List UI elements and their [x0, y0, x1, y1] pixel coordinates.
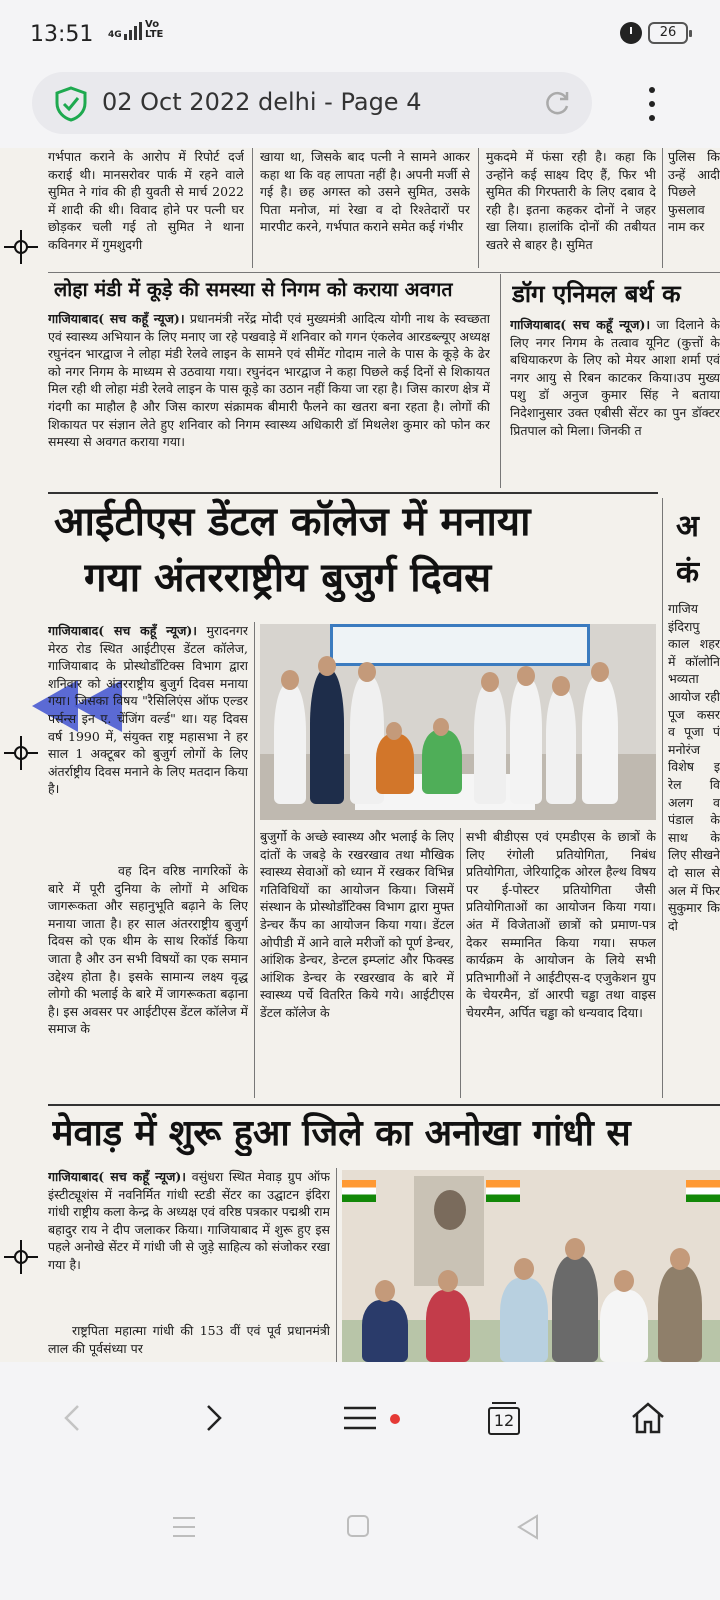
- system-nav-bar: [0, 1470, 720, 1600]
- story2-headline: डॉग एनिमल बर्थ क: [512, 279, 681, 308]
- registration-mark: [4, 1240, 38, 1274]
- story3-col2: बुजुर्गो के अच्छे स्वास्थ्य और भलाई के लिए दांतों के जबड़े के रखरखाव तथा मौखिक स्वास्थ्य सेवाओं को ध्यान में रखकर विभिन्न गतिविधियों का आयोजन किया। जिसमें संस्थान के प्रोस्थोडॉंटिक्स विभाग द्वारा मुफ्त डेन्चर कैंप का आयोजन किया गया। डेंटल ओपीडी में आने वाले मरीजों को पूर्ण डेन्चर, आंशिक डेन्चर, डेन्टल इम्प्लांट और फिक्स्ड आंशिक डेन्चर के रखरखाव के बारे में स्वास्थ्य पर्चे वितरित किये गये। आईटीएस डेंटल कॉलेज के: [260, 829, 454, 1020]
- top-strip-col4: पुलिस कि उन्हें आदी पिछले फुसलाव नाम कर: [668, 149, 720, 235]
- story3-col1b: वह दिन वरिष्ठ नागरिकों के बारे में पूरी दुनिया के लोगों मे अधिक जागरूकता और सहानुभूति बढ़ाने के लिए मनाया जाता है। हर साल अंतरराष्ट्रीय बुजुर्ग दिवस को एक थीम के साथ रिकॉर्ड किया जाता है और उन सभी विषयों का एक समान उद्देश्य होता है। इसके सामान्य लक्ष्य वृद्ध लोगो की भलाई के बारे में जागरूकता बढ़ाना है। इस अवसर पर आईटीएस डेंटल कॉलेज में समाज के: [48, 863, 248, 1037]
- back-icon[interactable]: [44, 1390, 100, 1446]
- story4-photo: [342, 1170, 720, 1362]
- story3-headline-line1: आईटीएस डेंटल कॉलेज में मनाया: [54, 498, 531, 545]
- signal-icon: [108, 22, 142, 40]
- story3-headline-line2: गया अंतरराष्ट्रीय बुजुर्ग दिवस: [84, 554, 492, 601]
- registration-mark: [4, 230, 38, 264]
- volte-indicator: Vo LTE: [145, 19, 164, 40]
- top-strip-col3: मुकदमे में फंसा रही है। कहा कि उन्होंने कई साक्ष्य दिए हैं, फिर भी सुमित की गिरफ्तारी के लिए दबाव दे रही है। इतना कहकर दोनों ने जहर खा लिया। हालांकि दोनों की तबीयत खतरे से बाहर है। सुमित: [486, 149, 656, 252]
- network-type: 4G: [108, 30, 122, 40]
- home-icon[interactable]: [620, 1390, 676, 1446]
- url-text[interactable]: 02 Oct 2022 delhi - Page 4: [102, 88, 422, 116]
- status-time: 13:51: [30, 22, 94, 47]
- newspaper-page[interactable]: [0, 148, 720, 1362]
- right-strip-body: गाजिय इंदिरापु काल शहर में कॉलोनि भव्यता आयोज रही पूज कसर व पूजा पं मनोरंज विशेष इ रेल वि अलग व पंडाल के साथ के लिए सीखने दो साल से अल में फिर सुकुमार कि दो: [668, 601, 720, 933]
- forward-icon[interactable]: [186, 1390, 242, 1446]
- back-nav-icon[interactable]: [516, 1514, 540, 1544]
- right-strip-headline: अ कं: [676, 509, 700, 590]
- story1-headline: लोहा मंडी में कूड़े की समस्या से निगम को कराया अवगत: [54, 278, 453, 301]
- battery-indicator: 26: [648, 22, 688, 44]
- status-bar: [0, 0, 720, 70]
- address-bar[interactable]: [32, 72, 592, 134]
- alarm-icon: [620, 22, 642, 44]
- story4-body2: राष्ट्रपिता महात्मा गांधी की 153 वीं एवं पूर्व प्रधानमंत्री लाल की पूर्वसंध्या पर: [48, 1323, 330, 1356]
- more-vert-icon[interactable]: [640, 84, 664, 124]
- story4-body: गाजियाबाद( सच कहूँ न्यूज)। वसुंधरा स्थित मेवाड़ ग्रुप ऑफ इंस्टीट्यूशंस में नवनिर्मित गांधी स्टडी सेंटर का उद्घाटन इंदिरा गांधी राष्ट्रीय कला केन्द्र के अध्यक्ष एवं वरिष्ठ पत्रकार पद्मश्री राम बहादुर राय ने दीप जलाकर किया। गाजियाबाद में शुरू हुए इस पहले अनोखे सेंटर में गांधी जी से जुड़े साहित्य को संजोकर रखा गया है।: [48, 1169, 330, 1272]
- menu-icon[interactable]: [332, 1390, 388, 1446]
- top-strip-col2: खाया था, जिसके बाद पत्नी ने सामने आकर कहा था कि वह लापता नहीं है। अपनी मर्जी से गई है। छह अगस्त को उसने सुमित, उसके पिता मनोज, मां रेखा व दो रिश्तेदारों पर मारपीट करने, गर्भपात कराने समेत कई गंभीर: [260, 149, 470, 235]
- top-strip-col1: गर्भपात कराने के आरोप में रिपोर्ट दर्ज कराई थी। मानसरोवर पार्क में रहने वाले सुमित ने गांव की ही युवती से मार्च 2022 में शादी की थी। विवाद होने पर पत्नी घर छोड़कर चली गई तो सुमित ने थाना कविनगर में गुमशुदगी: [48, 149, 244, 252]
- notification-dot: [390, 1414, 400, 1424]
- shield-check-icon[interactable]: [54, 86, 88, 126]
- tab-count[interactable]: 12: [488, 1407, 520, 1435]
- story3-photo: [260, 624, 656, 820]
- story3-col3: सभी बीडीएस एवं एमडीएस के छात्रों के लिए रंगोली प्रतियोगिता, निबंध प्रतियोगिता, जेरियाट्रिक ओरल हैल्थ विषय पर ई-पोस्टर प्रतियोगिता जैसी प्रतियोगिताओं का आयोजन किया गया। अंत में विजेताओं छात्रों को प्रमाण-पत्र देकर सम्मानित किया गया। सफल कार्यक्रम के आयोजन के लिये सभी प्रतिभागीओं ने आईटीएस-द एजुकेशन ग्रुप के चेयरमैन, डॉ आरपी चड्ढा तथा वाइस चेयरमैन, अर्पित चड्ढा को धन्यवाद दिया।: [466, 829, 656, 1020]
- recents-icon[interactable]: [172, 1516, 196, 1542]
- reload-icon[interactable]: [542, 88, 572, 122]
- registration-mark: [4, 736, 38, 770]
- browser-toolbar: [0, 1362, 720, 1470]
- home-nav-icon[interactable]: [346, 1514, 370, 1542]
- story1-body: गाजियाबाद( सच कहूँ न्यूज)। प्रधानमंत्री नरेंद्र मोदी एवं मुख्यमंत्री आदित्य योगी नाथ के स्वच्छता एवं स्वास्थ्य अभियान के लिए मनाए जा रहे पखवाड़े में शनिवार को गगन एंकलेव आरडब्ल्यूए अध्यक्ष रघुनंदन भारद्वाज ने लोहा मंडी रेलवे लाइन के सामने एवं सीमेंट गोदाम नाले के पास के कूड़े के ढेर को नगर निगम के माध्यम से उठवाया गया। रघुनंदन भारद्वाज ने कहा पिछले कई दिनों से शिकायत मिल रही थी लोहा मंडी रेलवे लाइन के पास कूड़े का उठान नहीं किया जा रहा है। जिस कारण क्षेत्र में गंदगी का माहौल है और जिस कारण संक्रामक बीमारी फैलने का खतरा बना रहता है। लोगों की शिकायत पर संज्ञान लेते हुए शनिवार को निगम स्वास्थ्य अधिकारी डॉ मिथलेश कुमार को फोन कर समस्या से अवगत कराया गया।: [48, 311, 490, 450]
- story3-col1: गाजियाबाद( सच कहूँ न्यूज)। मुरादनगर मेरठ रोड स्थित आईटीएस डेंटल कॉलेज, गाजियाबाद के प्रोस्थोडॉंटिक्स विभाग द्वारा शनिवार को अंतरराष्ट्रीय बुजुर्ग दिवस मनाया गया। जिसका विषय "रैसिलिएंस ऑफ एल्डर पर्सन्स इन ए. चेंजिंग वर्ल्ड" था। यह दिवस वर्ष 1990 में, संयुक्त राष्ट्र महासभा ने हर साल 1 अक्टूबर को बुजुर्ग लोगों के लिए अंतर्राष्ट्रीय दिवस मनाने के लिए मतदान किया है।: [48, 623, 248, 797]
- tabs-icon[interactable]: [476, 1390, 532, 1446]
- story2-body: गाजियाबाद( सच कहूँ न्यूज)। जा दिलाने के लिए नगर निगम के तत्वाव यूनिट (कुत्तों के बधियाकरण के लिए को मेयर आशा शर्मा एवं नगर आयु से रिबन काटकर किया।उप मुख्य पशु डॉ अनुज कुमार सिंह ने बताया निदेशानुसार उक्त एबीसी सेंटर का पुन डॉक्टर प्रितपाल को मिला। जिनकी त: [510, 317, 720, 438]
- story4-headline: मेवाड़ में शुरू हुआ जिले का अनोखा गांधी स: [52, 1112, 631, 1154]
